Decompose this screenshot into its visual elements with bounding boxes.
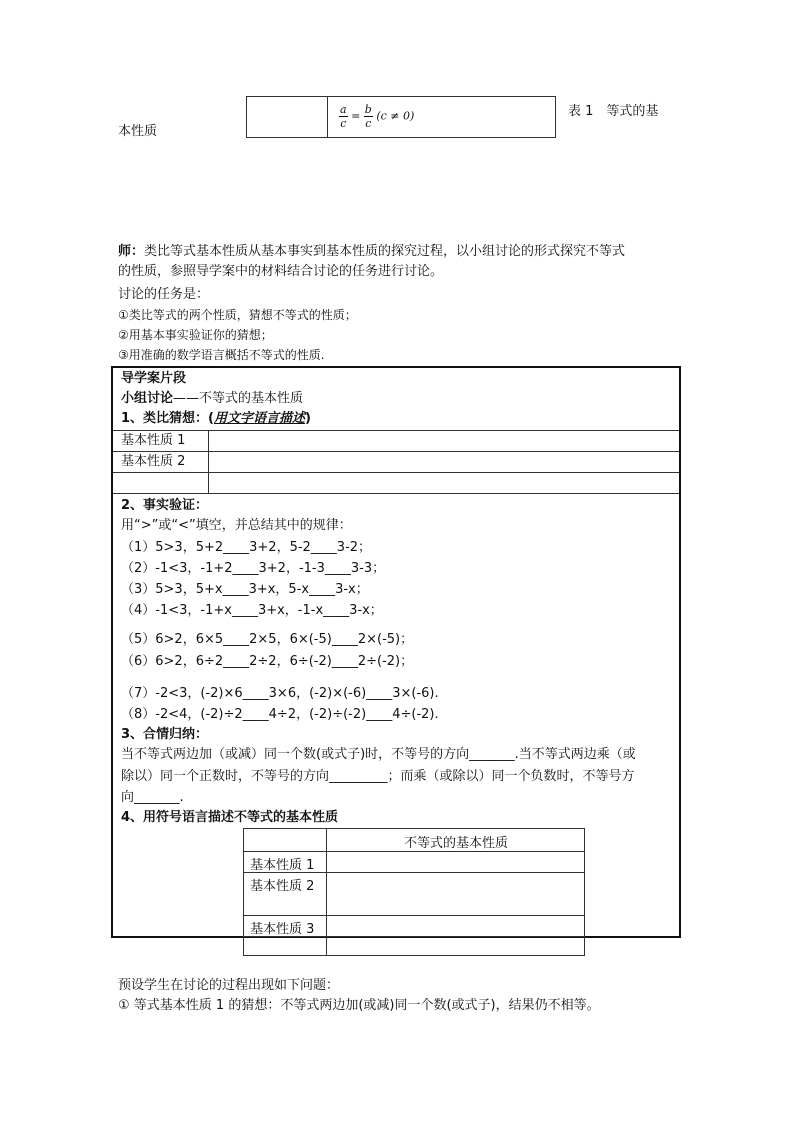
- s2-item-6: （6）6>2，6÷2____2÷2，6÷(-2)____2÷(-2)；: [121, 654, 414, 669]
- s2-item-4: （4）-1<3，-1+x____3+x，-1-x____3-x；: [121, 603, 383, 618]
- preset-problem-1: ① 等式基本性质 1 的猜想：不等式两边加(或减)同一个数(或式子)，结果仍不相等。: [118, 998, 600, 1013]
- section3-label: 3、合情归纳：: [121, 727, 209, 742]
- subtitle-rest: ——不等式的基本性质: [173, 391, 304, 406]
- frac-denominator-c2: c: [365, 117, 372, 130]
- sub-hline: [244, 851, 584, 852]
- tasks-title: 讨论的任务是：: [118, 287, 210, 302]
- box-subtitle: [121, 389, 303, 409]
- s2-item-7: （7）-2<3，(-2)×6____3×6，(-2)×(-6)____3×(-6).: [121, 686, 439, 701]
- sub-row-2: 基本性质 2: [250, 879, 315, 894]
- teacher-text-line1: 类比等式基本性质从基本事实到基本性质的探究过程，以小组讨论的形式探究不等式: [144, 244, 626, 259]
- study-guide-box: [111, 366, 681, 938]
- table-caption: 表 1 等式的基: [568, 104, 659, 119]
- s2-item-3: （3）5>3，5+x____3+x，5-x____3-x；: [121, 582, 369, 597]
- sub-header: 不等式的基本性质: [404, 836, 509, 851]
- sub-row-3: 基本性质 3: [250, 922, 315, 937]
- s3-line-3: 向_______.: [121, 790, 184, 805]
- section1-label: 1、类比猜想：(用文字语言描述): [121, 411, 311, 426]
- grid-line: [113, 472, 679, 473]
- preset-problems-intro: 预设学生在讨论的过程出现如下问题：: [118, 978, 340, 993]
- table-cell-empty: [247, 97, 328, 137]
- teacher-text-line2: 的性质，参照导学案中的材料结合讨论的任务进行讨论。: [118, 264, 444, 279]
- s2-item-5: （5）6>2，6×5____2×5，6×(-5)____2×(-5)；: [121, 632, 414, 647]
- section4-label: 4、用符号语言描述不等式的基本性质: [121, 810, 339, 825]
- s3-line-2: 除以）同一个正数时，不等号的方向_________；而乘（或除以）同一个负数时，不等号方: [121, 769, 635, 784]
- grid-line: [113, 430, 679, 431]
- equals-sign: =: [351, 109, 361, 123]
- formula-division-property: [339, 103, 414, 130]
- task-item-1: ①类比等式的两个性质，猜想不等式的性质；: [118, 308, 357, 322]
- task-item-2: ②用基本事实验证你的猜想；: [118, 328, 273, 342]
- frac-denominator-c: c: [340, 117, 347, 130]
- section1-hint: 用文字语言描述: [214, 411, 306, 426]
- teacher-paragraph: [118, 242, 678, 282]
- grid-vline: [208, 430, 209, 493]
- s2-item-2: （2）-1<3，-1+2____3+2，-1-3____3-3；: [121, 561, 386, 576]
- box-title: 导学案片段: [121, 371, 187, 386]
- equality-property-table: [246, 96, 556, 138]
- symbol-property-table: [243, 828, 585, 956]
- s1-row-1: 基本性质 1: [121, 433, 186, 448]
- s2-item-1: （1）5>3，5+2____3+2，5-2____3-2；: [121, 540, 372, 555]
- grid-line: [113, 451, 679, 452]
- frac-numerator-b: b: [364, 103, 372, 116]
- subtitle-bold: 小组讨论: [121, 391, 174, 406]
- teacher-label: 师：: [118, 244, 145, 259]
- condition: (c ≠ 0): [376, 109, 415, 123]
- s1-row-2: 基本性质 2: [121, 454, 186, 469]
- section2-instruction: 用“>”或“<”填空，并总结其中的规律：: [121, 518, 352, 533]
- sub-hline: [244, 915, 584, 916]
- task-item-3: ③用准确的数学语言概括不等式的性质.: [118, 348, 325, 362]
- s2-item-8: （8）-2<4，(-2)÷2____4÷2，(-2)÷(-2)____4÷(-2).: [121, 707, 439, 722]
- table-caption-cont: 本性质: [118, 124, 158, 139]
- sub-row-1: 基本性质 1: [250, 858, 315, 873]
- frac-numerator-a: a: [340, 103, 347, 116]
- grid-line: [113, 493, 679, 494]
- s3-line-1: 当不等式两边加（或减）同一个数(或式子)时，不等号的方向_______.当不等式两边乘（或: [121, 747, 636, 762]
- section2-label: 2、事实验证：: [121, 498, 209, 513]
